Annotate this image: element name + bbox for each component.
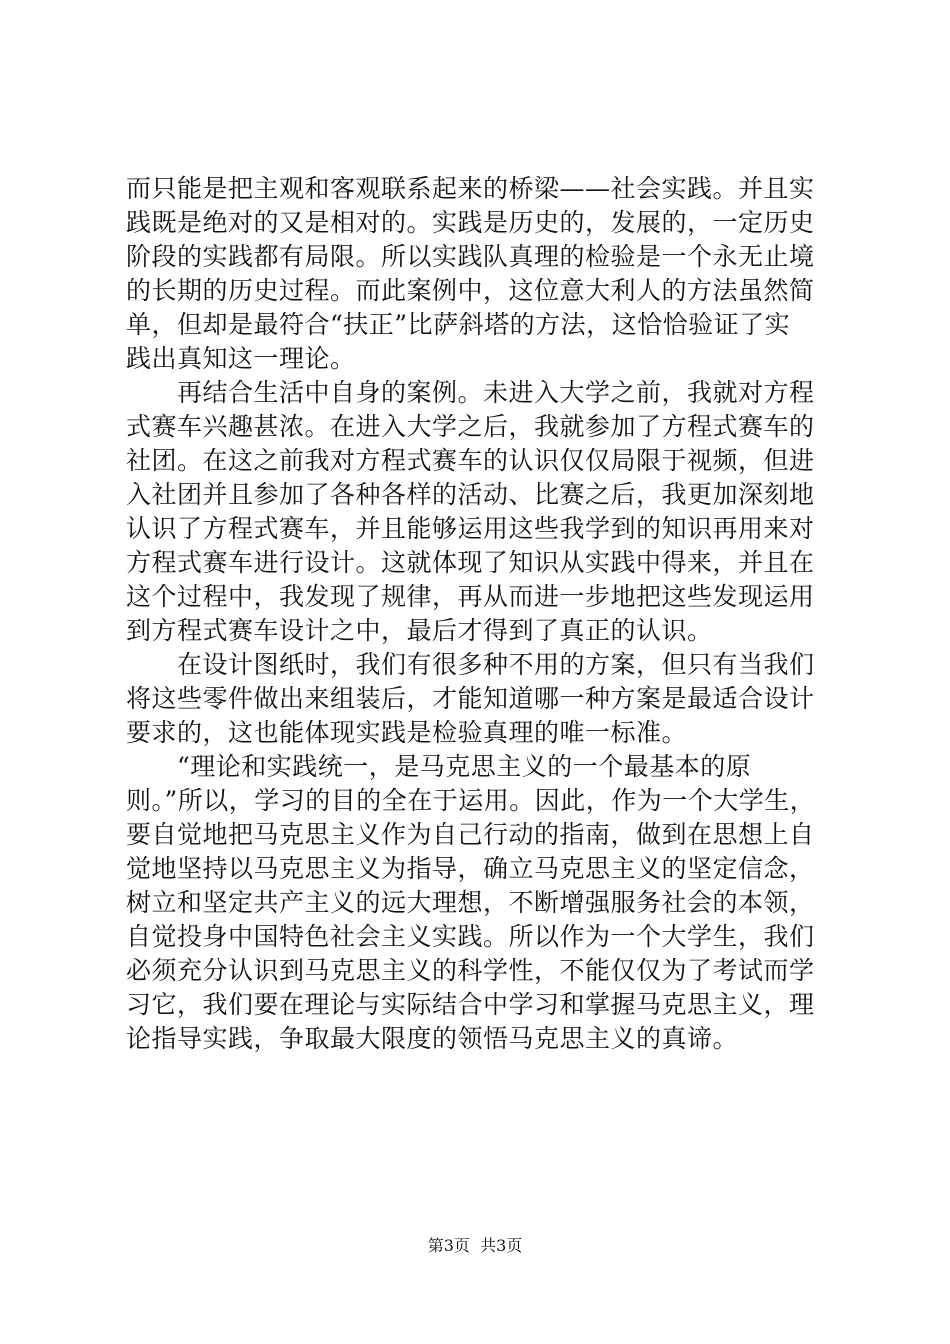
text-line: 阶段的实践都有局限。所以实践队真理的检验是一个永无止境 (126, 242, 815, 271)
text-line: 单，但却是最符合“扶正”比萨斜塔的方法，这恰恰验证了实 (126, 310, 791, 339)
text-line: 践出真知这一理论。 (126, 344, 356, 373)
text-line: 这个过程中，我发现了规律，再从而进一步地把这些发现运用 (126, 582, 815, 611)
text-line: “理论和实践统一，是马克思主义的一个最基本的原 (126, 752, 752, 781)
text-line: 方程式赛车进行设计。这就体现了知识从实践中得来，并且在 (126, 548, 815, 577)
text-line: 而只能是把主观和客观联系起来的桥梁——社会实践。并且实 (126, 174, 815, 203)
text-line: 必须充分认识到马克思主义的科学性，不能仅仅为了考试而学 (126, 956, 815, 985)
page-footer: 第3页 共3页 (427, 1236, 523, 1255)
text-line: 式赛车兴趣甚浓。在进入大学之后，我就参加了方程式赛车的 (126, 412, 815, 441)
text-line: 认识了方程式赛车，并且能够运用这些我学到的知识再用来对 (126, 514, 815, 543)
text-line: 社团。在这之前我对方程式赛车的认识仅仅局限于视频，但进 (126, 446, 815, 475)
text-line: 论指导实践，争取最大限度的领悟马克思主义的真谛。 (126, 1024, 739, 1053)
text-line: 入社团并且参加了各种各样的活动、比赛之后，我更加深刻地 (126, 480, 815, 509)
text-line: 要求的，这也能体现实践是检验真理的唯一标准。 (126, 718, 688, 747)
text-line: 践既是绝对的又是相对的。实践是历史的，发展的，一定历史 (126, 208, 815, 237)
text-line: 的长期的历史过程。而此案例中，这位意大利人的方法虽然简 (126, 276, 815, 305)
text-line: 觉地坚持以马克思主义为指导，确立马克思主义的坚定信念， (126, 854, 815, 883)
text-line: 到方程式赛车设计之中，最后才得到了真正的认识。 (126, 616, 713, 645)
text-line: 要自觉地把马克思主义作为自己行动的指南，做到在思想上自 (126, 820, 815, 849)
text-line: 自觉投身中国特色社会主义实践。所以作为一个大学生，我们 (126, 922, 815, 951)
text-line: 再结合生活中自身的案例。未进入大学之前，我就对方程 (126, 378, 815, 407)
text-line: 将这些零件做出来组装后，才能知道哪一种方案是最适合设计 (126, 684, 815, 713)
text-line: 则。”所以，学习的目的全在于运用。因此，作为一个大学生， (126, 786, 816, 815)
text-line: 在设计图纸时，我们有很多种不用的方案，但只有当我们 (126, 650, 815, 679)
text-line: 习它，我们要在理论与实际结合中学习和掌握马克思主义，理 (126, 990, 815, 1019)
body-text (126, 172, 836, 1056)
text-line: 树立和坚定共产主义的远大理想，不断增强服务社会的本领， (126, 888, 815, 917)
